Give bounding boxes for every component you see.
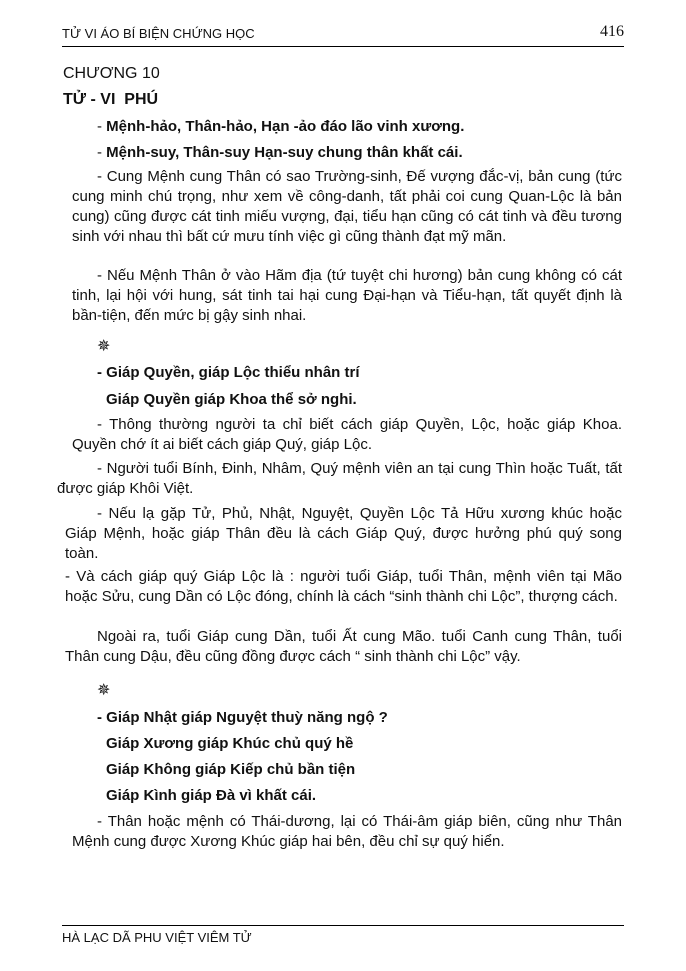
- paragraph: - Cung Mệnh cung Thân có sao Trường-sinh, Đế vượng đắc-vị, bản cung (tức cung minh chú trọng, như xem về công-danh, tất phải coi cung Quan-Lộc là bản cung) cũng được cát tinh miếu vượng, đại, tiểu hạn cũng có cát tinh và đều tương sinh với nhau thì bất cứ mưu tính việc gì cũng thành đạt mỹ mãn.: [72, 168, 622, 245]
- paragraph: - Thân hoặc mệnh có Thái-dương, lại có Thái-âm giáp biên, cũng như Thân Mệnh cung được Xương Khúc giáp hai bên, đều chỉ sự quý hiển.: [72, 813, 622, 850]
- verse-line: Giáp Quyền giáp Khoa thể sở nghi.: [106, 391, 357, 408]
- book-title: TỬ VI ÁO BÍ BIỆN CHỨNG HỌC: [62, 26, 255, 41]
- page-header: [62, 24, 624, 47]
- section-title: TỬ - VI PHÚ: [63, 91, 159, 108]
- chapter-label: CHƯƠNG 10: [63, 65, 160, 82]
- paragraph: - Người tuổi Bính, Đinh, Nhâm, Quý mệnh viên an tại cung Thìn hoặc Tuất, tất được giáp Khôi Việt.: [57, 460, 622, 497]
- star-separator-icon: ✵: [97, 682, 111, 699]
- verse-line: - Giáp Quyền, giáp Lộc thiểu nhân trí: [97, 364, 360, 381]
- paragraph: - Nếu lạ gặp Tử, Phủ, Nhật, Nguyệt, Quyền Lộc Tả Hữu xương khúc hoặc Giáp Mệnh, hoặc giáp Thân đều là cách Giáp Quý, được hưởng phú quý song toàn.: [65, 505, 622, 562]
- verse-line: - Giáp Nhật giáp Nguyệt thuỳ năng ngộ ?: [97, 709, 388, 726]
- verse-line: Giáp Không giáp Kiếp chủ bần tiện: [106, 761, 356, 778]
- page-footer: [62, 925, 624, 945]
- page-number: 416: [600, 23, 624, 40]
- verse-line: Giáp Xương giáp Khúc chủ quý hề: [106, 735, 354, 752]
- verse-line: - Mệnh-hảo, Thân-hảo, Hạn -ảo đáo lão vinh xương.: [97, 118, 465, 135]
- paragraph: - Thông thường người ta chỉ biết cách giáp Quyền, Lộc, hoặc giáp Khoa. Quyền chớ ít ai biết cách giáp Quý, giáp Lộc.: [72, 416, 622, 453]
- verse-line: - Mệnh-suy, Thân-suy Hạn-suy chung thân khất cái.: [97, 144, 463, 161]
- footer-author: HÀ LẠC DÃ PHU VIỆT VIÊM TỬ: [62, 930, 252, 945]
- verse-line: Giáp Kình giáp Đà vì khất cái.: [106, 787, 317, 804]
- star-separator-icon: ✵: [97, 338, 111, 355]
- paragraph: Ngoài ra, tuổi Giáp cung Dần, tuổi Ất cung Mão. tuổi Canh cung Thân, tuổi Thân cung Dậu, đều cũng đồng được cách “ sinh thành chi Lộc” vậy.: [65, 628, 622, 665]
- paragraph: - Nếu Mệnh Thân ở vào Hãm địa (tứ tuyệt chi hương) bản cung không có cát tinh, lại hội với hung, sát tinh tai hại cung Đại-hạn và Tiểu-hạn, tất quyết định là bần-tiện, đến mức bị gậy sinh nhai.: [72, 267, 622, 324]
- verse-text: Mệnh-suy, Thân-suy Hạn-suy chung thân khất cái.: [106, 144, 463, 161]
- paragraph: - Và cách giáp quý Giáp Lộc là : người tuổi Giáp, tuổi Thân, mệnh viên tại Mão hoặc Sửu, cung Dần có Lộc đóng, chính là cách “sinh thành chi Lộc”, thượng cách.: [65, 568, 622, 605]
- verse-text: Mệnh-hảo, Thân-hảo, Hạn -ảo đáo lão vinh xương.: [106, 118, 465, 135]
